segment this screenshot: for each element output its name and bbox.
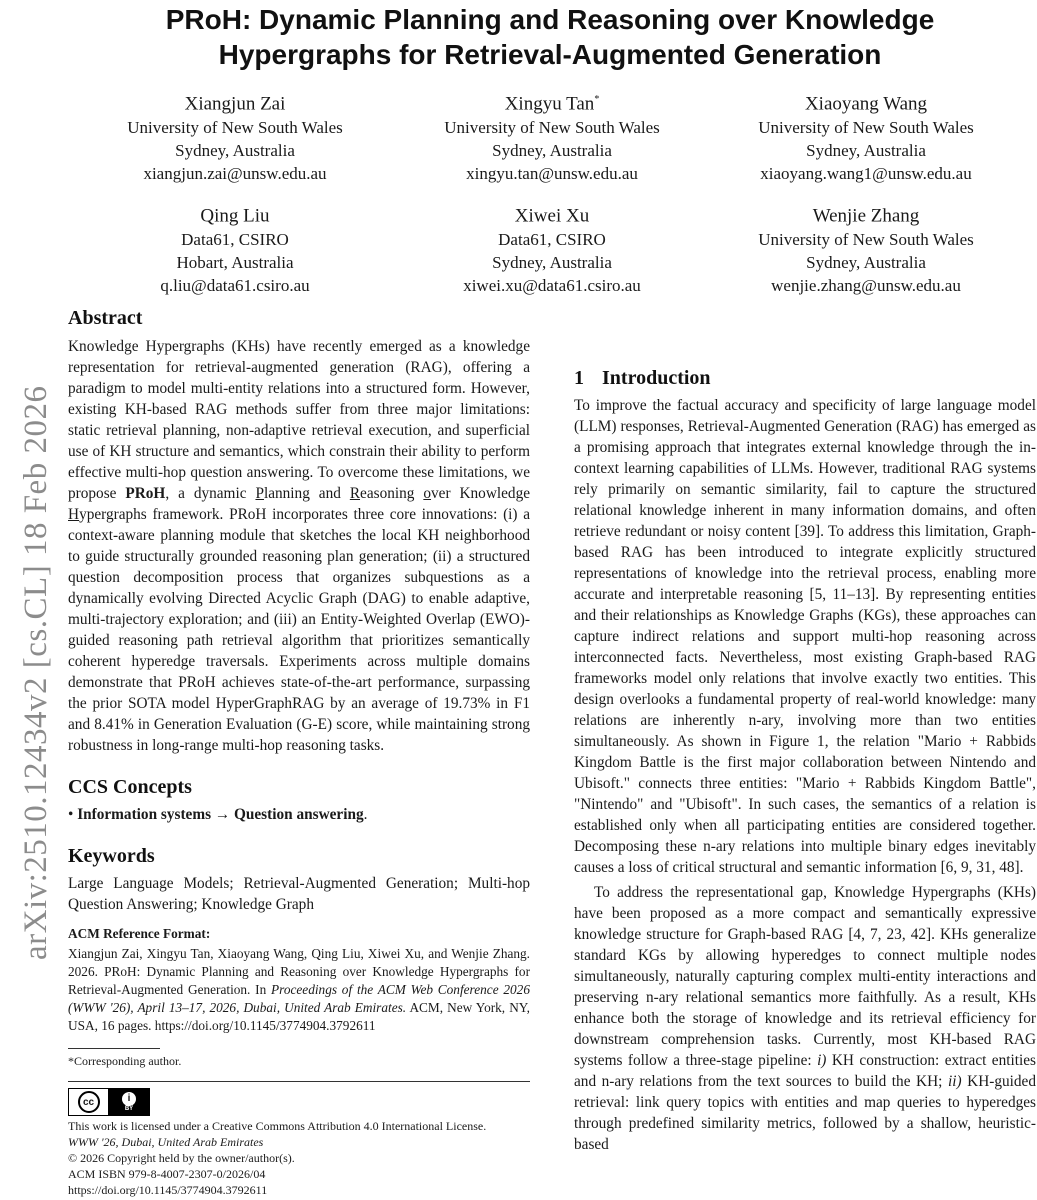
ccs-heading: CCS Concepts — [68, 776, 192, 798]
author-email[interactable]: wenjie.zhang@unsw.edu.au — [771, 276, 961, 296]
keywords-text: Large Language Models; Retrieval-Augmented Generation; Multi-hop Question Answering; Knowledge Graph — [68, 875, 530, 913]
author-affiliation: University of New South Wales — [444, 118, 660, 138]
title-line-2: Hypergraphs for Retrieval-Augmented Generation — [218, 39, 882, 70]
acm-reference-label: ACM Reference Format: — [68, 926, 211, 941]
ccs-concepts: • Information systems → Question answering. — [68, 806, 368, 823]
author-location: Hobart, Australia — [176, 253, 294, 273]
abstract-paragraph: Knowledge Hypergraphs (KHs) have recently emerged as a knowledge representation for retrieval-augmented generation (RAG), offering a paradigm to model multi-entity relations into a structured form. However, existing KH-based RAG methods suffer from three major limitations: static retrieval planning, non-adaptive retrieval execution, and superficial use of KH structure and semantics, which constrain their ability to perform effective multi-hop question answering. To overcome these limitations, we propose PRoH, a dynamic Planning and Reasoning over Knowledge Hypergraphs framework. PRoH incorporates three core innovations: (i) a context-aware planning module that sketches the local KH neighborhood to guide structurally grounded reasoning plan generation; (ii) a structured question decomposition process that organizes subquestions as a dynamically evolving Directed Acyclic Graph (DAG) to enable adaptive, multi-trajectory exploration; and (iii) an Entity-Weighted Overlap (EWO)-guided reasoning path retrieval algorithm that prioritizes semantically coherent hyperedge traversals. Experiments across multiple domains demonstrate that PRoH achieves state-of-the-art performance, surpassing the prior SOTA model HyperGraphRAG by an average of 19.73% in F1 and 8.41% in Generation Evaluation (G-E) score, while maintaining strong robustness in long-range multi-hop reasoning tasks. — [68, 338, 531, 754]
intro-paragraph-1: To improve the factual accuracy and specificity of large language model (LLM) responses, Retrieval-Augmented Generation (RAG) has emerged as a promising approach that integrates external knowledge through the in-context learning capabilities of LLMs. However, traditional RAG systems rely primarily on semantic similarity, fail to capture the structured relational knowledge inherent in many information domains, and often retrieve redundant or noisy content [39]. To address this limitation, Graph-based RAG has been introduced to integrate explicitly structured representations of knowledge into the retrieval process, enabling more accurate and interpretable reasoning [5, 11–13]. By representing entities and their relationships as Knowledge Graphs (KGs), these approaches can capture indirect relations and support multi-hop reasoning across interconnected facts. Nevertheless, most existing Graph-based RAG frameworks model only relations that involve exactly two entities. This design overlooks a fundamental property of real-world knowledge: many relations are inherently n-ary, involving more than two entities simultaneously. As shown in Figure 1, the relation "Mario + Rabbids Kingdom Battle is the first major collaboration between Nintendo and Ubisoft." connects three entities: "Mario + Rabbids Kingdom Battle", "Nintendo" and "Ubisoft". In such cases, the semantics of a relation is established only when all participating entities are considered together. Decomposing these n-ary relations into multiple binary edges inevitably causes a loss of critical structural and semantic information [6, 9, 31, 48]. — [574, 397, 1036, 876]
acm-reference: ACM Reference Format: Xiangjun Zai, Xingyu Tan, Xiaoyang Wang, Qing Liu, Xiwei Xu, and Wenjie Zhang. 2026. PRoH: Dynamic Planning and Reasoning over Knowledge Hypergraphs for Retrieval-Augmented Generation. In Proceedings of the ACM Web Conference 2026 (WWW '26), April 13–17, 2026, Dubai, United Arab Emirates. ACM, New York, NY, USA, 16 pages. https://doi.org/10.1145/3774904.3792611 — [68, 926, 531, 1033]
left-column — [68, 305, 530, 1035]
author-location: Sydney, Australia — [492, 141, 612, 161]
author-location: Sydney, Australia — [492, 253, 612, 273]
author-email[interactable]: xiangjun.zai@unsw.edu.au — [143, 164, 327, 184]
author-location: Sydney, Australia — [806, 141, 926, 161]
paper-title — [60, 2, 1037, 72]
author-name: Wenjie Zhang — [812, 205, 920, 227]
author-name: Qing Liu — [200, 205, 270, 227]
author-affiliation: University of New South Wales — [758, 118, 974, 138]
cc-icon: cc — [78, 1091, 100, 1113]
isbn-line: ACM ISBN 979-8-4007-2307-0/2026/04 — [68, 1167, 266, 1181]
acm-reference-continuation-space — [574, 310, 1036, 365]
license-statement: This work is licensed under a Creative Commons Attribution 4.0 International License. — [68, 1119, 487, 1133]
author-name: Xiangjun Zai — [184, 93, 286, 115]
author-name: Xiaoyang Wang — [804, 93, 928, 115]
author-card — [402, 88, 702, 185]
author-card — [85, 200, 385, 297]
author-email[interactable]: xingyu.tan@unsw.edu.au — [466, 164, 638, 184]
right-column — [574, 310, 1036, 1155]
author-card — [716, 200, 1016, 297]
author-card — [85, 88, 385, 185]
author-card — [716, 88, 1016, 185]
author-mark: * — [594, 94, 600, 105]
footnote: *Corresponding author. — [68, 1054, 182, 1068]
person-icon: i — [122, 1092, 136, 1106]
author-affiliation: Data61, CSIRO — [181, 230, 289, 250]
doi-link[interactable]: https://doi.org/10.1145/3774904.3792611 — [68, 1183, 268, 1197]
license-divider — [68, 1081, 530, 1082]
author-location: Sydney, Australia — [806, 253, 926, 273]
copyright-line: © 2026 Copyright held by the owner/author(s). — [68, 1151, 295, 1165]
abstract-heading: Abstract — [68, 307, 143, 329]
author-email[interactable]: xiwei.xu@data61.csiro.au — [463, 276, 641, 296]
cc-by-badge[interactable] — [68, 1088, 150, 1116]
by-label: BY — [124, 1105, 134, 1112]
arxiv-stamp-text: arXiv:2510.12434v2 [cs.CL] 18 Feb 2026 — [18, 385, 54, 960]
author-email[interactable]: xiaoyang.wang1@unsw.edu.au — [760, 164, 972, 184]
proh-name: PRoH — [125, 485, 166, 502]
author-name: Xingyu Tan — [504, 93, 595, 115]
author-affiliation: University of New South Wales — [758, 230, 974, 250]
author-email[interactable]: q.liu@data61.csiro.au — [160, 276, 310, 296]
intro-paragraph-2: To address the representational gap, Knowledge Hypergraphs (KHs) have been proposed as a more compact and semantically expressive knowledge structure for Graph-based RAG [4, 7, 23, 42]. KHs generalize standard KGs by allowing hyperedges to connect multiple nodes simultaneously, naturally capturing complex multi-entity interactions and preserving n-ary relational semantics more faithfully. As a result, KHs enhance both the storage of knowledge and its retrieval efficiency for downstream comprehension tasks. Currently, most KH-based RAG systems follow a three-stage pipeline: i) KH construction: extract entities and n-ary relations from the text sources to build the KH; ii) KH-guided retrieval: link query topics with entities and map queries to hyperedges through predefined similarity metrics, followed by a shallow, heuristic-based — [574, 884, 1036, 1153]
footnote-divider — [68, 1048, 160, 1049]
author-name: Xiwei Xu — [514, 205, 590, 227]
keywords-heading: Keywords — [68, 845, 155, 867]
author-location: Sydney, Australia — [175, 141, 295, 161]
author-affiliation: University of New South Wales — [127, 118, 343, 138]
license-block — [68, 1118, 538, 1198]
conference-venue: WWW '26, Dubai, United Arab Emirates — [68, 1135, 264, 1149]
author-card — [402, 200, 702, 297]
author-affiliation: Data61, CSIRO — [498, 230, 606, 250]
title-line-1: PRoH: Dynamic Planning and Reasoning over Knowledge — [165, 4, 935, 35]
introduction-heading: 1 Introduction — [574, 367, 711, 389]
